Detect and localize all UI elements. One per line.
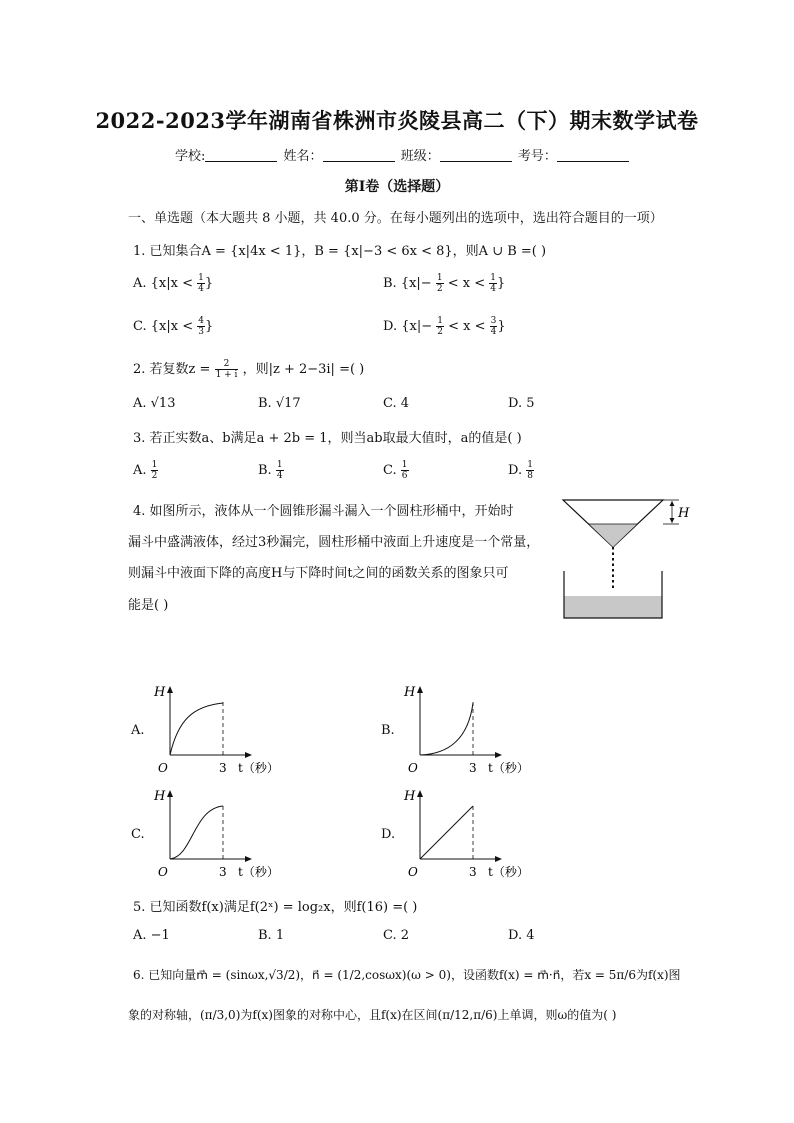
- fraction-num: 1: [401, 460, 408, 470]
- number-blank[interactable]: [557, 148, 629, 162]
- funnel-liquid: [589, 524, 637, 547]
- q1-d-mid: < x <: [448, 319, 486, 334]
- q4-line1: 4. 如图所示，液体从一个圆锥形漏斗漏入一个圆柱形桶中，开始时: [133, 504, 514, 519]
- x-axis-label: t（秒）: [238, 865, 279, 879]
- q5-option-c: C. 2: [383, 928, 410, 943]
- q2-stem: [133, 358, 364, 380]
- q5-option-a: A. −1: [133, 928, 170, 943]
- q4-option-a-label: A.: [131, 723, 145, 738]
- school-label: 学校:: [175, 149, 206, 164]
- fraction-num: 3: [490, 316, 497, 326]
- q5-option-d: D. 4: [508, 928, 535, 943]
- q3-option-b-label: B.: [258, 463, 272, 478]
- graph-a: [148, 680, 288, 780]
- fraction-den: 6: [401, 471, 408, 481]
- curve-b: [420, 703, 473, 755]
- fraction-num: 1: [151, 460, 158, 470]
- q1-d-fraction1: [436, 316, 444, 337]
- q3-c-fraction: [401, 460, 409, 481]
- q3-stem: 3. 若正实数a、b满足a + 2b = 1，则当ab取最大值时，a的值是( ): [133, 431, 522, 446]
- graph-d: [398, 784, 538, 884]
- origin-label: O: [408, 865, 418, 879]
- q2-option-a: A. √13: [133, 396, 176, 411]
- curve-c: [170, 806, 223, 859]
- bucket-liquid: [564, 596, 662, 618]
- q1-option-d: D. {x|− $\frac{1}{2}$ < x < $\frac{3}{4}$ }: [383, 316, 506, 337]
- origin-label: O: [158, 865, 168, 879]
- fraction-den: 3: [198, 327, 204, 337]
- q3-b-fraction: [276, 460, 284, 481]
- q6-line2: 象的对称轴，(π/3,0)为f(x)图象的对称中心，且f(x)在区间(π/12,π/6)上单调，则ω的值为( ): [128, 1008, 617, 1022]
- q2-option-d: D. 5: [508, 396, 535, 411]
- q3-option-c: [383, 460, 409, 481]
- q3-option-a-label: A.: [133, 463, 147, 478]
- y-axis-label: H: [404, 789, 416, 804]
- y-axis-arrow: [167, 790, 173, 797]
- tick-label: 3: [219, 865, 227, 879]
- q4-option-b-label: B.: [381, 723, 395, 738]
- q3-option-b: [258, 460, 284, 481]
- curve-d: [420, 806, 473, 859]
- fraction-den: 2: [151, 471, 158, 481]
- q1-c-fraction: [197, 316, 205, 337]
- fraction-num: 1: [198, 273, 204, 283]
- number-label: 考号：: [517, 149, 557, 164]
- q3-option-d: [508, 460, 534, 481]
- q3-option-c-label: C.: [383, 463, 397, 478]
- q4-option-c-label: C.: [131, 827, 145, 842]
- h-arrow-top: [670, 501, 675, 506]
- fraction-den: 2: [436, 284, 443, 294]
- x-axis-label: t（秒）: [238, 761, 279, 775]
- q1-option-c: C. {x|x < $\frac{4}{3}$ }: [133, 316, 214, 337]
- q1-stem: 1. 已知集合A = {x|4x < 1}，B = {x|−3 < 6x < 8}，则A ∪ B =( ): [133, 244, 547, 259]
- fraction-num: 1: [276, 460, 283, 470]
- exam-title: 2022-2023学年湖南省株洲市炎陵县高二（下）期末数学试卷: [95, 108, 699, 133]
- name-label: 姓名：: [283, 149, 323, 164]
- x-axis-label: t（秒）: [488, 761, 529, 775]
- q6-line1: 6. 已知向量m⃗ = (sinωx,√3/2)，n⃗ = (1/2,cosωx)(ω > 0)，设函数f(x) = m⃗·n⃗，若x = 5π/6为f(x)图: [133, 968, 681, 982]
- q4-line3: 则漏斗中液面下降的高度H与下降时间t之间的函数关系的图象只可: [128, 566, 509, 581]
- fraction-num: 1: [436, 273, 443, 283]
- y-axis-label: H: [404, 685, 416, 700]
- fraction-den: 4: [198, 284, 204, 294]
- fraction-den: 4: [490, 284, 496, 294]
- graph-b: [398, 680, 538, 780]
- q2-fraction: [215, 359, 239, 380]
- q3-option-d-label: D.: [508, 463, 523, 478]
- fraction-den: 4: [490, 327, 497, 337]
- q1-option-a-text: A. {x|x <: [133, 276, 193, 291]
- q1-option-a: A. {x|x < $\frac{1}{4}$ }: [133, 273, 214, 294]
- curve-a: [170, 703, 223, 755]
- q3-a-fraction: [151, 460, 159, 481]
- funnel-bucket-figure: [555, 495, 695, 625]
- q5-option-b: B. 1: [258, 928, 285, 943]
- x-axis-label: t（秒）: [488, 865, 529, 879]
- fraction-den: 2: [437, 327, 443, 337]
- fraction-num: 1: [527, 460, 533, 470]
- fraction-den: 8: [527, 471, 533, 481]
- fraction-num: 1: [490, 273, 496, 283]
- q1-d-fraction2: [490, 316, 498, 337]
- tick-label: 3: [469, 865, 477, 879]
- q1-option-d-text: D. {x|−: [383, 319, 433, 334]
- fraction-num: 4: [198, 316, 204, 326]
- fraction-den: 1 + i: [215, 370, 238, 380]
- student-info-line: [175, 145, 631, 164]
- class-label: 班级：: [400, 149, 440, 164]
- q3-option-a: [133, 460, 158, 481]
- x-axis-arrow: [245, 856, 252, 862]
- q3-d-fraction: [526, 460, 534, 481]
- q1-b-mid: < x <: [447, 276, 486, 291]
- q1-option-c-text: C. {x|x <: [133, 319, 194, 334]
- q4-option-d-label: D.: [381, 827, 396, 842]
- q2-stem-a: 2. 若复数z =: [133, 362, 211, 377]
- fraction-num: 2: [215, 359, 239, 370]
- fraction-den: 4: [276, 471, 283, 481]
- fraction-num: 1: [437, 316, 443, 326]
- volume-heading: 第I卷（选择题）: [344, 179, 450, 195]
- graph-c: [148, 784, 288, 884]
- y-axis-arrow: [167, 686, 173, 693]
- tick-label: 3: [219, 761, 227, 775]
- q2-option-c: C. 4: [383, 396, 410, 411]
- tick-label: 3: [469, 761, 477, 775]
- origin-label: O: [408, 761, 418, 775]
- y-axis-label: H: [154, 789, 166, 804]
- q5-stem: 5. 已知函数f(x)满足f(2ˣ) = log₂x，则f(16) =( ): [133, 900, 418, 915]
- name-blank[interactable]: [323, 148, 395, 162]
- q1-option-b: B. {x|− $\frac{1}{2}$ < x < $\frac{1}{4}$ }: [383, 273, 506, 294]
- y-axis-label: H: [154, 685, 166, 700]
- q1-b-fraction2: [489, 273, 497, 294]
- q4-line4: 能是( ): [128, 598, 169, 613]
- q1-a-fraction: [197, 273, 205, 294]
- h-arrow-bottom: [670, 518, 675, 523]
- q4-line2: 漏斗中盛满液体，经过3秒漏完，圆柱形桶中液面上升速度是一个常量，: [128, 535, 540, 550]
- y-axis-arrow: [417, 790, 423, 797]
- origin-label: O: [158, 761, 168, 775]
- class-blank[interactable]: [440, 148, 512, 162]
- q1-b-fraction1: [436, 273, 444, 294]
- x-axis-arrow: [495, 752, 502, 758]
- x-axis-arrow: [495, 856, 502, 862]
- section-heading: 一、单选题（本大题共 8 小题，共 40.0 分。在每小题列出的选项中，选出符合题目的一项）: [128, 211, 663, 226]
- x-axis-arrow: [245, 752, 252, 758]
- q2-stem-b: ，则|z + 2−3i| =( ): [242, 362, 365, 377]
- h-label: H: [678, 506, 690, 521]
- y-axis-arrow: [417, 686, 423, 693]
- q1-option-b-text: B. {x|−: [383, 276, 432, 291]
- school-blank[interactable]: [205, 148, 277, 162]
- q2-option-b: B. √17: [258, 396, 301, 411]
